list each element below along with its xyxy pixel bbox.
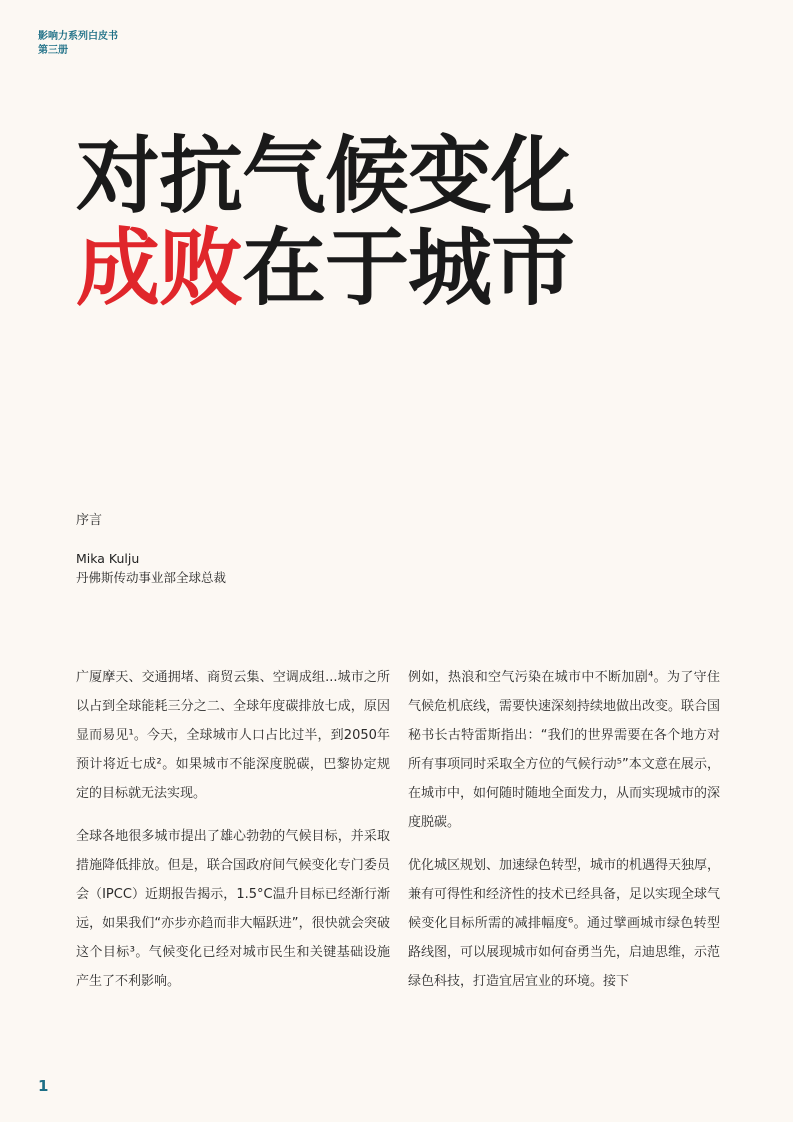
series-header <box>38 30 118 58</box>
page-title <box>76 127 575 317</box>
page-number: 1 <box>38 1077 49 1095</box>
paragraph: 全球各地很多城市提出了雄心勃勃的气候目标，并采取措施降低排放。但是，联合国政府间气候变化专门委员会（IPCC）近期报告揭示，1.5°C温升目标已经渐行渐远，如果我们“亦步亦趋而非大幅跃进”，很快就会突破这个目标³。气候变化已经对城市民生和关键基础设施产生了不利影响。 <box>76 829 390 989</box>
author-role: 丹佛斯传动事业部全球总裁 <box>76 570 227 585</box>
body-column-left <box>76 663 390 1010</box>
paragraph: 优化城区规划、加速绿色转型，城市的机遇得天独厚，兼有可得性和经济性的技术已经具备，足以实现全球气候变化目标所需的减排幅度⁶。通过擘画城市绿色转型路线图，可以展现城市如何奋勇当先，启迪思维，示范绿色科技，打造宜居宜业的环境。接下 <box>408 858 721 989</box>
title-line-2 <box>76 219 575 317</box>
volume-label: 第三册 <box>38 45 68 56</box>
author-name: Mika Kulju <box>76 551 140 566</box>
paragraph: 例如，热浪和空气污染在城市中不断加剧⁴。为了守住气候危机底线，需要快速深刻持续地做出改变。联合国秘书长古特雷斯指出：“我们的世界需要在各个地方对所有事项同时采取全方位的气候行动⁵”本文意在展示，在城市中，如何随时随地全面发力，从而实现城市的深度脱碳。 <box>408 670 721 830</box>
paragraph: 广厦摩天、交通拥堵、商贸云集、空调成组...城市之所以占到全球能耗三分之二、全球年度碳排放七成，原因显而易见¹。今天，全球城市人口占比过半，到2050年预计将近七成²。如果城市不能深度脱碳，巴黎协定规定的目标就无法实现。 <box>76 670 390 801</box>
title-line-2-rest: 在于城市 <box>242 219 575 317</box>
body-column-right <box>408 663 720 1010</box>
preface-label: 序言 <box>76 513 103 528</box>
title-highlight: 成败 <box>76 219 243 317</box>
series-name: 影响力系列白皮书 <box>38 31 118 42</box>
title-line-1: 对抗气候变化 <box>76 127 575 225</box>
author-block <box>76 549 226 587</box>
